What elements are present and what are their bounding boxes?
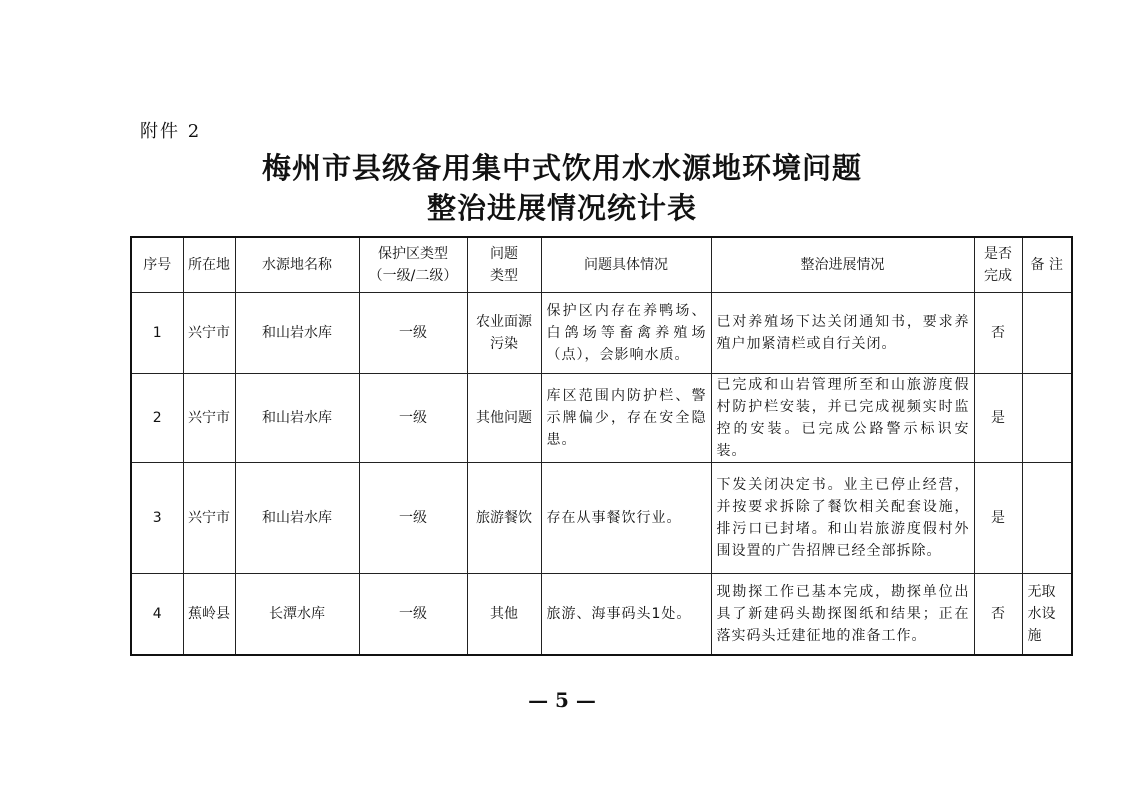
attachment-label: 附件 2 [140,121,202,142]
table-header-row [131,237,1072,293]
cell-source-name: 和山岩水库 [235,293,359,374]
cell-location: 兴宁市 [183,463,235,574]
cell-problem-detail: 保护区内存在养鸭场、白鸽场等畜禽养殖场（点），会影响水质。 [541,293,711,374]
cell-location: 兴宁市 [183,293,235,374]
progress-table [130,236,1073,656]
header-no: 序号 [131,237,183,293]
cell-done: 否 [974,293,1022,374]
cell-source-name: 和山岩水库 [235,463,359,574]
cell-problem-detail: 存在从事餐饮行业。 [541,463,711,574]
table-row [131,293,1072,374]
header-location: 所在地 [183,237,235,293]
header-zone-type [359,237,467,293]
table-row [131,463,1072,574]
cell-zone-type: 一级 [359,574,467,656]
cell-no: 2 [131,374,183,463]
header-done [974,237,1022,293]
cell-location: 蕉岭县 [183,574,235,656]
cell-no: 3 [131,463,183,574]
cell-no: 1 [131,293,183,374]
cell-problem-detail: 库区范围内防护栏、警示牌偏少，存在安全隐患。 [541,374,711,463]
page-number: — 5 — [528,688,596,712]
cell-problem-detail: 旅游、海事码头1处。 [541,574,711,656]
cell-problem-type: 旅游餐饮 [467,463,541,574]
cell-zone-type: 一级 [359,374,467,463]
header-problem-type [467,237,541,293]
header-remark: 备 注 [1022,237,1072,293]
cell-done: 是 [974,463,1022,574]
cell-done: 否 [974,574,1022,656]
cell-zone-type: 一级 [359,463,467,574]
cell-location: 兴宁市 [183,374,235,463]
header-problem-type-line2: 类型 [490,268,518,284]
header-problem-detail: 问题具体情况 [541,237,711,293]
cell-problem-type: 其他问题 [467,374,541,463]
header-done-line2: 完成 [984,268,1012,284]
header-zone-type-line1: 保护区类型 [378,246,448,262]
cell-remark [1022,463,1072,574]
header-zone-type-line2: （一级/二级） [368,268,458,284]
cell-progress: 下发关闭决定书。业主已停止经营，并按要求拆除了餐饮相关配套设施，排污口已封堵。和山岩旅游度假村外围设置的广告招牌已经全部拆除。 [711,463,974,574]
header-problem-type-line1: 问题 [490,246,518,262]
cell-remark: 无取水设施 [1022,574,1072,656]
cell-progress: 已对养殖场下达关闭通知书，要求养殖户加紧清栏或自行关闭。 [711,293,974,374]
cell-done: 是 [974,374,1022,463]
header-progress: 整治进展情况 [711,237,974,293]
cell-source-name: 长潭水库 [235,574,359,656]
document-title-line2: 整治进展情况统计表 [426,191,697,225]
document-title-line1: 梅州市县级备用集中式饮用水水源地环境问题 [261,151,862,185]
header-done-line1: 是否 [984,246,1012,262]
header-source-name: 水源地名称 [235,237,359,293]
cell-progress: 现勘探工作已基本完成，勘探单位出具了新建码头勘探图纸和结果；正在落实码头迁建征地的准备工作。 [711,574,974,656]
cell-zone-type: 一级 [359,293,467,374]
table-row [131,574,1072,656]
cell-problem-type: 农业面源污染 [467,293,541,374]
cell-progress: 已完成和山岩管理所至和山旅游度假村防护栏安装，并已完成视频实时监控的安装。已完成公路警示标识安装。 [711,374,974,463]
cell-source-name: 和山岩水库 [235,374,359,463]
cell-remark [1022,293,1072,374]
cell-no: 4 [131,574,183,656]
table-row [131,374,1072,463]
cell-remark [1022,374,1072,463]
cell-problem-type: 其他 [467,574,541,656]
